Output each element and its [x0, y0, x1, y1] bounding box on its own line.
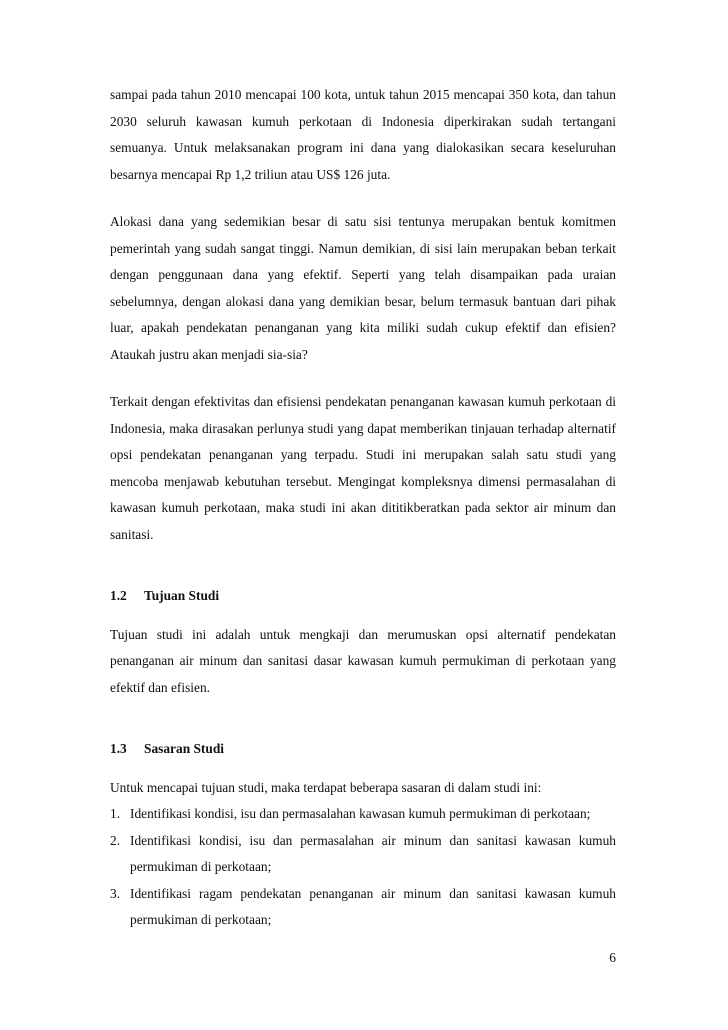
- list-marker: 1.: [110, 806, 121, 821]
- section-heading-tujuan: [110, 583, 616, 610]
- list-marker: 2.: [110, 832, 121, 848]
- list-item-text: Identifikasi kondisi, isu dan permasalahan air minum dan sanitasi kawasan kumuh permukiman di perkotaan;: [130, 832, 616, 874]
- list-item: [110, 881, 616, 934]
- list-item-text: Identifikasi ragam pendekatan penanganan air minum dan sanitasi kawasan kumuh permukiman di perkotaan;: [130, 885, 616, 927]
- list-item: [110, 801, 616, 828]
- sasaran-list: [110, 801, 616, 934]
- document-page: [110, 82, 616, 934]
- paragraph-sasaran-intro: Untuk mencapai tujuan studi, maka terdapat beberapa sasaran di dalam studi ini:: [110, 779, 542, 795]
- section-number: 1.3: [110, 741, 127, 756]
- section-title: Tujuan Studi: [144, 588, 220, 603]
- list-marker: 3.: [110, 885, 121, 901]
- section-number: 1.2: [110, 588, 127, 603]
- page-number: 6: [609, 950, 616, 965]
- paragraph-tujuan-body: Tujuan studi ini adalah untuk mengkaji dan merumuskan opsi alternatif pendekatan penanganan air minum dan sanitasi dasar kawasan kumuh permukiman di perkotaan yang efektif dan efisien.: [110, 626, 616, 695]
- section-title: Sasaran Studi: [144, 741, 225, 756]
- paragraph-allocation-commitment: Alokasi dana yang sedemikian besar di satu sisi tentunya merupakan bentuk komitmen pemerintah yang sudah sangat tinggi. Namun demikian, di sisi lain merupakan beban terkait dengan penggunaan dana yang efektif. Seperti yang telah disampaikan pada uraian sebelumnya, dengan alokasi dana yang demikian besar, belum termasuk bantuan dari pihak luar, apakah pendekatan penanganan yang kita miliki sudah cukup efektif dan efisien? Ataukah justru akan menjadi sia-sia?: [110, 214, 616, 362]
- list-item-text: Identifikasi kondisi, isu dan permasalahan kawasan kumuh permukiman di perkotaan;: [130, 806, 591, 821]
- list-item: [110, 828, 616, 881]
- section-heading-sasaran: [110, 736, 616, 763]
- paragraph-funding-targets: sampai pada tahun 2010 mencapai 100 kota, untuk tahun 2015 mencapai 350 kota, dan tahun 2030 seluruh kawasan kumuh perkotaan di Indonesia diperkirakan sudah tertangani semuanya. Untuk melaksanakan program ini dana yang dialokasikan secara keseluruhan besarnya mencapai Rp 1,2 triliun atau US$ 126 juta.: [110, 87, 616, 182]
- paragraph-effectiveness-study: Terkait dengan efektivitas dan efisiensi pendekatan penanganan kawasan kumuh perkotaan di Indonesia, maka dirasakan perlunya studi yang dapat memberikan tinjauan terhadap alternatif opsi pendekatan penanganan yang terpadu. Studi ini merupakan salah satu studi yang mencoba menjawab kebutuhan tersebut. Mengingat kompleksnya dimensi permasalahan di kawasan kumuh perkotaan, maka studi ini akan dititikberatkan pada sektor air minum dan sanitasi.: [110, 394, 616, 542]
